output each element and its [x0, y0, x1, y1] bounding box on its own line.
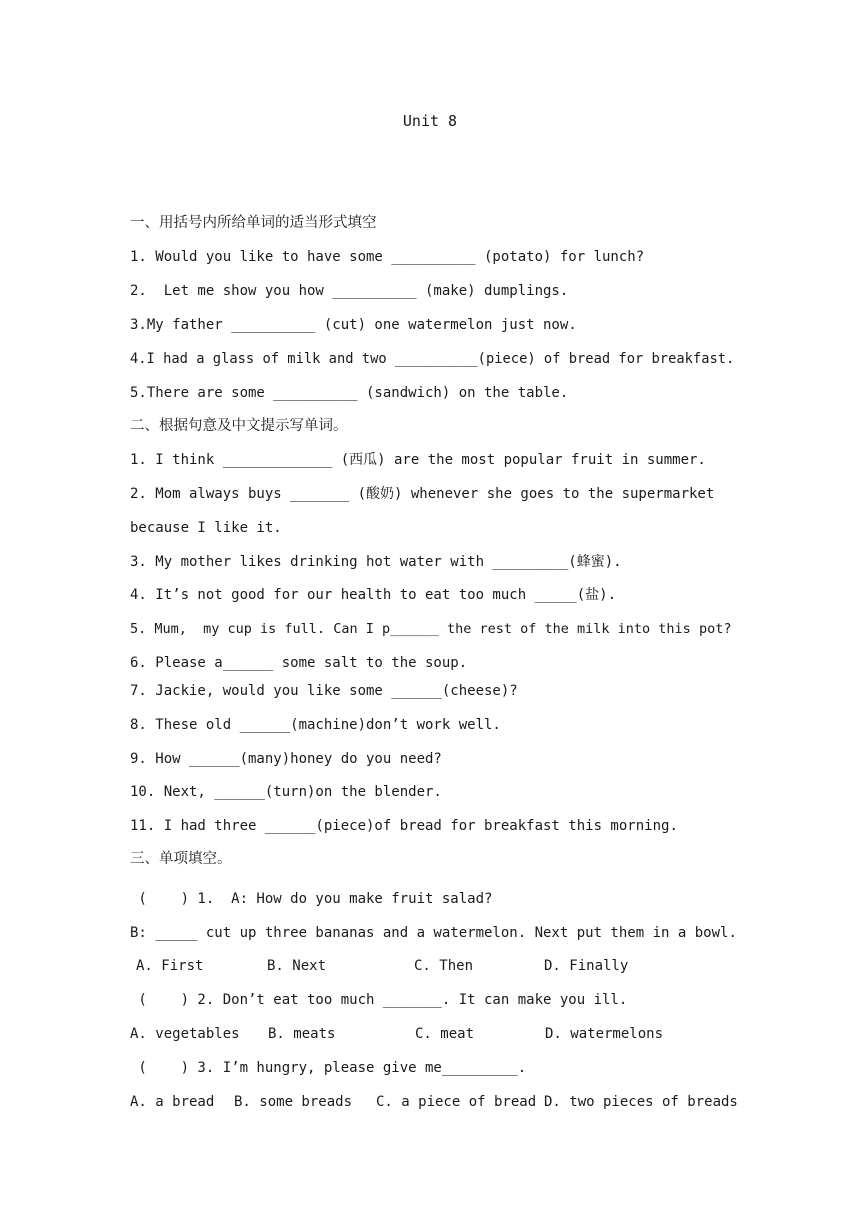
- option-a: A. a bread: [130, 1094, 215, 1110]
- question-stem: ( ) 2. Don’t eat too much _______. It can make you ill.: [130, 992, 628, 1008]
- section2-item: because I like it.: [130, 520, 282, 536]
- option-d: D. two pieces of breads: [544, 1094, 738, 1110]
- section2-item: 9. How ______(many)honey do you need?: [130, 751, 442, 767]
- option-b: B. meats: [268, 1026, 336, 1042]
- option-a: A. First: [136, 958, 204, 974]
- question-stem: ( ) 1. A: How do you make fruit salad?: [130, 891, 493, 907]
- section2-item: 10. Next, ______(turn)on the blender.: [130, 784, 442, 800]
- section2-heading: 二、根据句意及中文提示写单词。: [130, 418, 348, 434]
- section2-item: 7. Jackie, would you like some ______(cheese)?: [130, 683, 518, 699]
- section1-item: 3.My father __________ (cut) one watermelon just now.: [130, 317, 577, 333]
- option-c: C. Then: [414, 958, 474, 974]
- section1-heading: 一、用括号内所给单词的适当形式填空: [130, 215, 377, 231]
- section2-item: 2. Mom always buys _______ (酸奶) whenever she goes to the supermarket: [130, 486, 715, 502]
- section2-item: 6. Please a______ some salt to the soup.: [130, 655, 468, 671]
- option-c: C. a piece of bread: [376, 1094, 537, 1110]
- section2-item: 11. I had three ______(piece)of bread for breakfast this morning.: [130, 818, 678, 834]
- section1-item: 2. Let me show you how __________ (make) dumplings.: [130, 283, 569, 299]
- section2-item: 5. Mum, my cup is full. Can I p______ the rest of the milk into this pot?: [130, 621, 732, 637]
- option-b: B. Next: [267, 958, 327, 974]
- option-c: C. meat: [415, 1026, 475, 1042]
- section1-item: 4.I had a glass of milk and two __________(piece) of bread for breakfast.: [130, 351, 735, 367]
- section1-item: 5.There are some __________ (sandwich) on the table.: [130, 385, 569, 401]
- question-continuation: B: _____ cut up three bananas and a watermelon. Next put them in a bowl.: [130, 925, 737, 941]
- document-title: Unit 8: [402, 112, 458, 130]
- section2-item: 4. It’s not good for our health to eat too much _____(盐).: [130, 587, 617, 603]
- section2-item: 8. These old ______(machine)don’t work well.: [130, 717, 501, 733]
- section2-item: 3. My mother likes drinking hot water with _________(蜂蜜).: [130, 554, 622, 570]
- section1-item: 1. Would you like to have some __________ (potato) for lunch?: [130, 249, 645, 265]
- question-stem: ( ) 3. I’m hungry, please give me_________.: [130, 1060, 527, 1076]
- option-d: D. watermelons: [545, 1026, 664, 1042]
- section3-heading: 三、单项填空。: [130, 851, 232, 867]
- option-d: D. Finally: [544, 958, 629, 974]
- section2-item: 1. I think _____________ (西瓜) are the most popular fruit in summer.: [130, 452, 706, 468]
- option-a: A. vegetables: [130, 1026, 240, 1042]
- option-b: B. some breads: [234, 1094, 353, 1110]
